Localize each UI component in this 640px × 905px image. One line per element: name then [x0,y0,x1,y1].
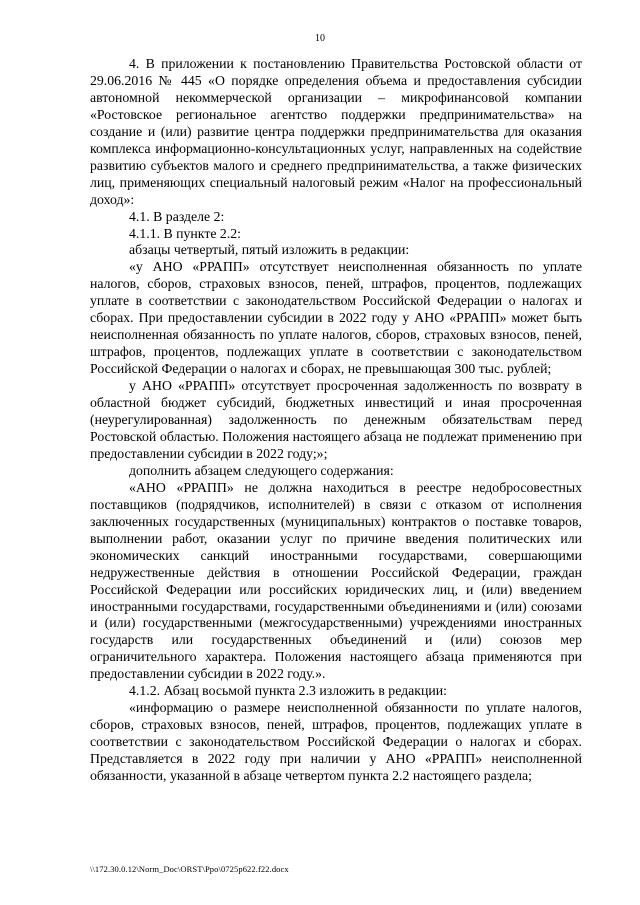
paragraph-quote-information: «информацию о размере неисполненной обязанности по уплате налогов, сборов, страховых взносов, пеней, штрафов, процентов, подлежащих уплате в соответствии с законодательством Российской Федерации о налогах и сборах. Представляется в 2022 году при наличии у АНО «РРАПП» неисполненной обязанности, указанной в абзаце четвертом пункта 2.2 настоящего раздела; [90,700,582,784]
paragraph-section-4-1: 4.1. В разделе 2: [129,208,225,224]
paragraph-item-4: 4. В приложении к постановлению Правительства Ростовской области от 29.06.2016 № 445 «О порядке определения объема и предоставления субсидии автономной некоммерческой организации – микрофинансовой компании «Ростовское региональное агентство поддержки предпринимательства» на создание и (или) развитие центра поддержки предпринимательства для оказания комплекса информационно-консультационных услуг, направленных на содействие развитию субъектов малого и среднего предпринимательства, а также физических лиц, применяющих специальный налоговый режим «Налог на профессиональный доход»: [90,56,582,207]
paragraph-amend-instruction: абзацы четвертый, пятый изложить в редакции: [129,242,410,258]
paragraph-section-4-1-2: 4.1.2. Абзац восьмой пункта 2.3 изложить в редакции: [129,683,447,699]
paragraph-supplement-instruction: дополнить абзацем следующего содержания: [129,462,394,478]
paragraph-quote-unfair-suppliers: «АНО «РРАПП» не должна находиться в реестре недобросовестных поставщиков (подрядчиков, исполнителей) в связи с отказом от исполнения заключенных государственных (муниципальных) контрактов о поставке товаров, выполнении работ, оказании услуг по причине введения политических или экономических санкций иностранными государствами, совершающими недружественные действия в отношении Российской Федерации, граждан Российской Федерации или российских юридических лиц, и (или) введением иностранными государствами, государственными объединениями и (или) союзами и (или) государственными (межгосударственными) учреждениями иностранных государств или государственных объединений и (или) союзов мер ограничительного характера. Положения настоящего абзаца применяются при предоставлении субсидии в 2022 году.». [90,479,582,682]
footer-file-path: \\172.30.0.12\Norm_Doc\ORST\Ppo\0725p622.f22.docx [90,864,289,874]
page-number: 10 [315,33,325,44]
document-body [90,56,582,785]
paragraph-quote-tax-obligations: «у АНО «РРАПП» отсутствует неисполненная обязанность по уплате налогов, сборов, страховых взносов, пеней, штрафов, процентов, подлежащих уплате в соответствии с законодательством Российской Федерации о налогах и сборах. При предоставлении субсидии в 2022 году у АНО «РРАПП» может быть неисполненная обязанность по уплате налогов, сборов, страховых взносов, пеней, штрафов, процентов, подлежащих уплате в соответствии с законодательством Российской Федерации о налогах и сборах, не превышающая 300 тыс. рублей; [90,259,582,377]
paragraph-quote-overdue-debt: у АНО «РРАПП» отсутствует просроченная задолженность по возврату в областной бюджет субсидий, бюджетных инвестиций и иная просроченная (неурегулированная) задолженность по денежным обязательствам перед Ростовской областью. Положения настоящего абзаца не подлежат применению при предоставлении субсидии в 2022 году;»; [90,378,582,461]
paragraph-section-4-1-1: 4.1.1. В пункте 2.2: [129,225,242,241]
